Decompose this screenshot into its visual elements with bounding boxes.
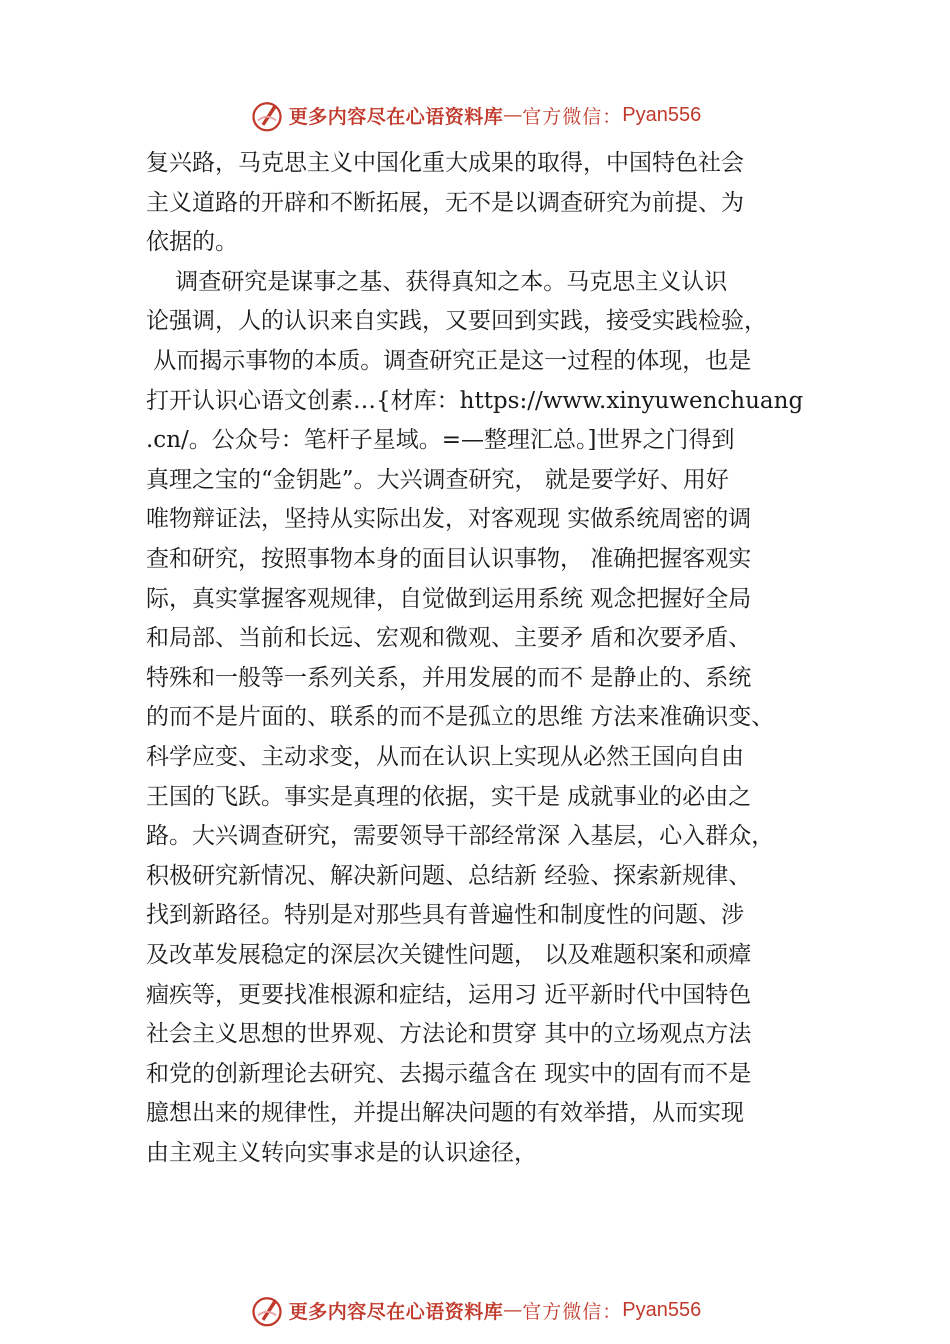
text-line: 际，真实掌握客观规律，自觉做到运用系统 观念把握好全局	[146, 585, 752, 612]
banner-main-text: 更多内容尽在心语资料库	[288, 105, 504, 128]
text-line: 科学应变、主动求变，从而在认识上实现从必然王国向自由	[146, 744, 744, 770]
footer-banner	[0, 1290, 950, 1330]
text-line: 由主观主义转向实事求是的认识途径，	[146, 1140, 537, 1166]
banner-separator: —	[503, 104, 523, 126]
pen-logo-icon	[249, 1292, 285, 1328]
text-line: 查和研究，按照事物本身的面目认识事物， 准确把握客观实	[146, 546, 752, 572]
text-line: 从而揭示事物的本质。调查研究正是这一过程的体现，也是	[146, 348, 752, 374]
text-line: 臆想出来的规律性，并提出解决问题的有效举措，从而实现	[146, 1100, 744, 1127]
text-line: 路。大兴调查研究，需要领导干部经常深 入基层，心入群众，	[146, 823, 775, 850]
text-line: 主义道路的开辟和不断拓展，无不是以调查研究为前提、为	[146, 189, 744, 216]
text-line: 和党的创新理论去研究、去揭示蕴含在 现实中的固有而不是	[146, 1060, 752, 1087]
banner-separator: —	[503, 1299, 523, 1321]
text-line: 唯物辩证法，坚持从实际出发，对客观现 实做系统周密的调	[146, 506, 752, 533]
banner-wechat-label: 官方微信：	[522, 105, 623, 128]
text-line: 依据的。	[146, 229, 238, 256]
text-line: 痼疾等，更要找准根源和症结，运用习 近平新时代中国特色	[146, 981, 752, 1008]
banner-wechat-id: Pyan556	[622, 103, 702, 126]
banner-main-text: 更多内容尽在心语资料库	[288, 1300, 504, 1323]
text-line: 复兴路，马克思主义中国化重大成果的取得，中国特色社会	[146, 150, 744, 176]
text-line: 积极研究新情况、解决新问题、总结新 经验、探索新规律、	[146, 862, 752, 889]
banner-wechat-label: 官方微信：	[522, 1300, 623, 1323]
text-line: 的而不是片面的、联系的而不是孤立的思维 方法来准确识变、	[146, 704, 775, 731]
text-line: 真理之宝的“金钥匙”。大兴调查研究， 就是要学好、用好	[146, 466, 729, 493]
text-line: 王国的飞跃。事实是真理的依据，实干是 成就事业的必由之	[146, 783, 752, 810]
text-line: .cn/。公众号：笔杆子星域。=—整理汇总。]世界之门得到	[146, 427, 735, 454]
text-line: 及改革发展稳定的深层次关键性问题， 以及难题积案和顽瘴	[146, 942, 752, 968]
text-line: 打开认识心语文创素…{材库：https://www.xinyuwenchuang	[146, 387, 804, 414]
banner-wechat-id: Pyan556	[622, 1298, 702, 1321]
text-line: 论强调，人的认识来自实践，又要回到实践，接受实践检验，	[146, 308, 767, 335]
header-banner	[0, 95, 950, 135]
text-line: 社会主义思想的世界观、方法论和贯穿 其中的立场观点方法	[146, 1021, 752, 1048]
text-line: 特殊和一般等一系列关系，并用发展的而不 是静止的、系统	[146, 664, 752, 691]
text-line: 调查研究是谋事之基、获得真知之本。马克思主义认识	[146, 268, 728, 295]
text-line: 和局部、当前和长远、宏观和微观、主要矛 盾和次要矛盾、	[146, 625, 752, 652]
text-line: 找到新路径。特别是对那些具有普遍性和制度性的问题、涉	[146, 902, 744, 929]
pen-logo-icon	[249, 97, 285, 133]
